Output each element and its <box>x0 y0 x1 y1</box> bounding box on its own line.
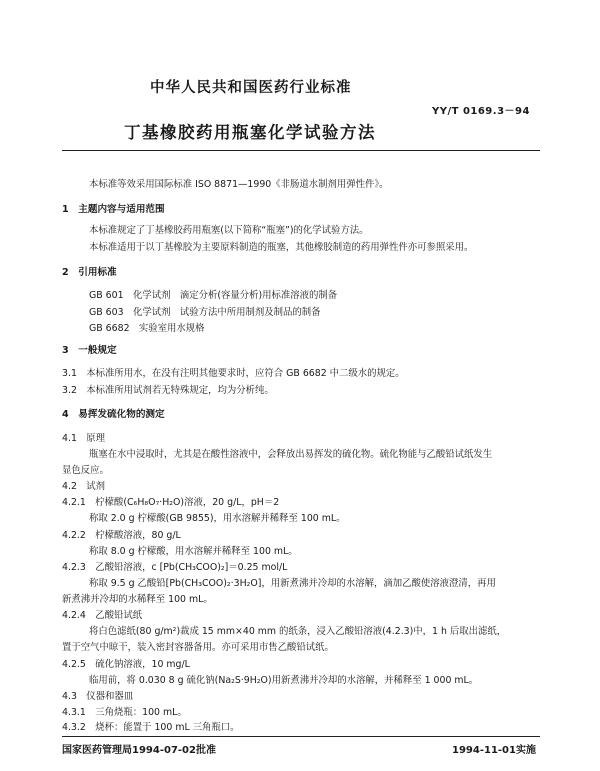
clause-4-2-5-text: 临用前，将 0.030 8 g 硫化钠(Na₂S·9H₂O)用新煮沸并冷却的水溶解，并稀释至 1 000 mL。 <box>89 675 479 686</box>
clause-4-2-4-text-cont: 置于空气中晾干，装入密封容器备用。亦可采用市售乙酸铅试纸。 <box>62 642 334 653</box>
header-rule <box>62 150 540 151</box>
section-1-para-2: 本标准适用于以丁基橡胶为主要原料制造的瓶塞，其他橡胶制造的药用弹性件亦可参照采用。 <box>89 242 474 253</box>
clause-4-2-3-text: 称取 9.5 g 乙酸铅[Pb(CH₃COO)₂·3H₂O]，用新煮沸并冷却的水溶解，滴加乙酸使溶液澄清，再用 <box>89 578 496 589</box>
clause-4-2-3-text-cont: 新煮沸并冷却的水稀释至 100 mL。 <box>62 594 213 605</box>
standard-code: YY/T 0169.3－94 <box>432 106 530 117</box>
reference-item: GB 603 化学试剂 试验方法中所用制剂及制品的制备 <box>89 307 321 318</box>
intro-paragraph: 本标准等效采用国际标准 ISO 8871—1990《非肠道水制剂用弹性件》。 <box>89 179 389 190</box>
clause-4-2-1: 4.2.1 柠檬酸(C₆H₈O₇·H₂O)溶液，20 g/L，pH＝2 <box>62 497 280 508</box>
clause-4-2-5: 4.2.5 硫化钠溶液，10 mg/L <box>62 659 190 670</box>
clause-4-2-heading: 4.2 试剂 <box>62 481 106 492</box>
approval-date: 国家医药管理局1994-07-02批准 <box>62 745 216 756</box>
clause-4-2-1-text: 称取 2.0 g 柠檬酸(GB 9855)，用水溶解并稀释至 100 mL。 <box>89 513 346 524</box>
section-1-para-1: 本标准规定了丁基橡胶药用瓶塞(以下简称“瓶塞”)的化学试验方法。 <box>89 225 369 236</box>
clause-4-3-2: 4.3.2 烧杯：能置于 100 mL 三角瓶口。 <box>62 722 240 733</box>
clause-4-1-text: 瓶塞在水中浸取时，尤其是在酸性溶液中，会释放出易挥发的硫化物。硫化物能与乙酸铅试纸发生 <box>89 449 493 460</box>
document-title: 丁基橡胶药用瓶塞化学试验方法 <box>124 123 376 142</box>
section-1-heading: 1 主题内容与适用范围 <box>62 204 165 215</box>
reference-item: GB 6682 实验室用水规格 <box>89 323 205 334</box>
clause-4-2-2-text: 称取 8.0 g 柠檬酸，用水溶解并稀释至 100 mL。 <box>89 546 298 557</box>
clause-3-1: 3.1 本标准所用水，在没有注明其他要求时，应符合 GB 6682 中二级水的规定。 <box>62 368 405 379</box>
clause-3-2: 3.2 本标准所用试剂若无特殊规定，均为分析纯。 <box>62 385 274 396</box>
clause-4-2-4: 4.2.4 乙酸铅试纸 <box>62 610 143 621</box>
clause-4-1-text-cont: 显色反应。 <box>62 465 109 476</box>
standard-org-title: 中华人民共和国医药行业标准 <box>150 80 352 96</box>
clause-4-1-heading: 4.1 原理 <box>62 433 106 444</box>
clause-4-2-4-text: 将白色滤纸(80 g/m²)裁成 15 mm×40 mm 的纸条，浸入乙酸铅溶液(4.2.3)中，1 h 后取出滤纸， <box>89 626 507 637</box>
implementation-date: 1994-11-01实施 <box>452 745 536 756</box>
section-4-heading: 4 易挥发硫化物的测定 <box>62 409 165 420</box>
clause-4-2-3: 4.2.3 乙酸铅溶液，c [Pb(CH₃COO)₂]＝0.25 mol/L <box>62 562 288 573</box>
section-2-heading: 2 引用标准 <box>62 267 117 278</box>
clause-4-3-heading: 4.3 仪器和器皿 <box>62 691 134 702</box>
reference-item: GB 601 化学试剂 滴定分析(容量分析)用标准溶液的制备 <box>89 290 338 301</box>
section-3-heading: 3 一般规定 <box>62 345 117 356</box>
clause-4-2-2: 4.2.2 柠檬酸溶液，80 g/L <box>62 530 181 541</box>
footer-rule <box>62 736 540 737</box>
clause-4-3-1: 4.3.1 三角烧瓶：100 mL。 <box>62 707 187 718</box>
